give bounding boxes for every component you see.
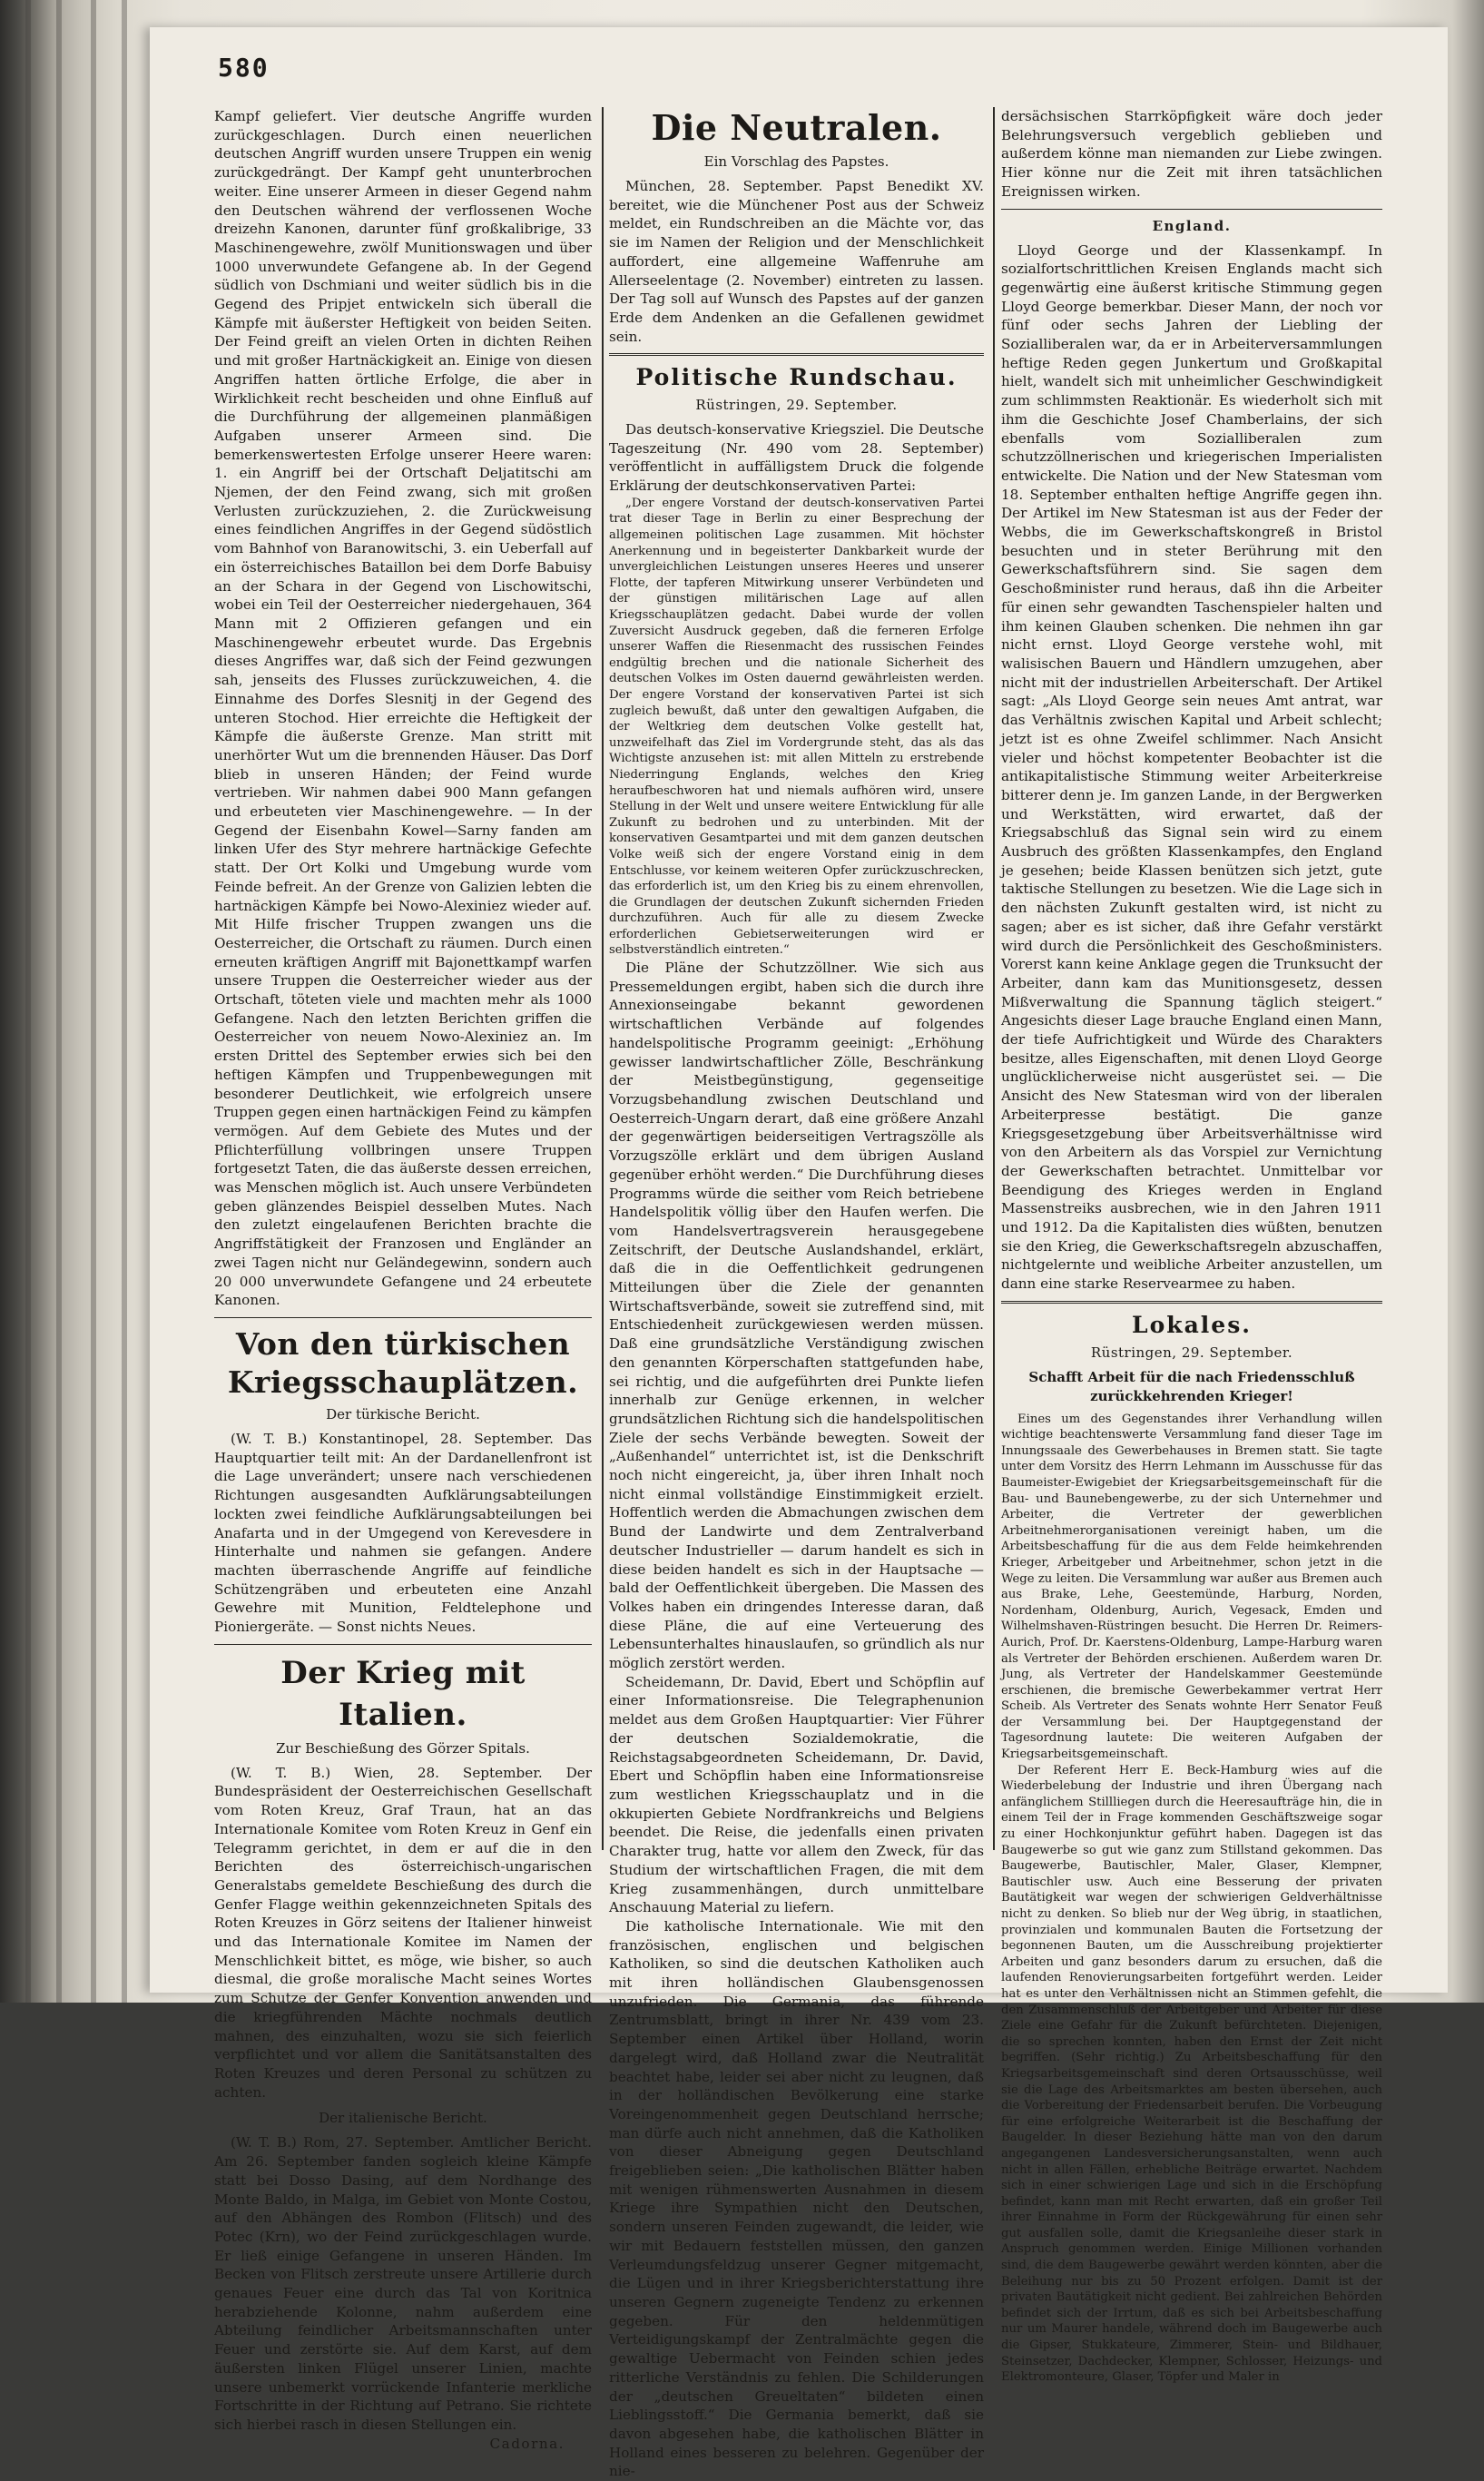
- kriegsziel-declaration: „Der engere Vorstand der deutsch-konservativen Partei trat dieser Tage in Berlin zu einer Besprechung der allgemeinen politischen Lage zusammen. Mit höchster Anerkennung und in begeisterter Dankbarkeit wurde der unvergleichlichen Leistungen unseres Heeres und unserer Flotte, der tapferen Mitwirkung unserer Verbündeten und der günstigen militärischen Lage auf allen Kriegsschauplätzen gedacht. Dabei wurde der vollen Zuversicht Ausdruck gegeben, daß die ferneren Erfolge unserer Waffen die Riesenmacht des russischen Feindes endgültig brechen und die nationale Sicherheit des deutschen Volkes im Osten dauernd gewährleisten werden. Der engere Vorstand der konservativen Partei ist sich zugleich bewußt, daß unter den gewaltigen Aufgaben, die der Weltkrieg dem deutschen Volke gestellt hat, unzweifelhaft das Ziel im Vordergrunde steht, das als das Wichtigste anzusehen ist: mit allen Mitteln zu erstrebende Niederringung Englands, welches den Krieg heraufbeschworen hat und niemals aufhören wird, unsere Stellung in der Welt und unsere weitere Entwicklung für alle Zukunft zu bedrohen und zu unterbinden. Mit der konservativen Gesamtpartei und mit dem ganzen deutschen Volke weiß sich der engere Vorstand einig in dem Entschlusse, vor keinem weiteren Opfer zurückzuschrecken, das erforderlich ist, um den Krieg bis zu einem ehrenvollen, die Grundlagen der deutschen Zukunft sichernden Frieden durchzuführen. Auch für alle zu diesem Zwecke erforderlichen Gebietserweiterungen wird er selbstverständlich eintreten.“: [609, 496, 984, 958]
- lokales-subhead: Schafft Arbeit für die nach Friedensschluß zurückkehrenden Krieger!: [1028, 1368, 1355, 1404]
- lloyd-george-report: Lloyd George und der Klassenkampf. In sozialfortschrittlichen Kreisen Englands macht sich gegenwärtig eine äußerst kritische Stimmung gegen Lloyd George bemerkbar. Dieser Mann, der noch vor fünf oder sechs Jahren der Liebling der Sozialliberalen war, da er in Arbeiterversammlungen heftige Reden gegen Junkertum und Großkapital hielt, wandelt sich mit unheimlicher Geschwindigkeit zum schlimmsten Reaktionär. Es wiederholt sich mit ihm die Geschichte Josef Chamberlains, der sich ebenfalls vom Sozialliberalen zum schutzzöllnerischen und kriegerischen Imperialisten entwickelte. Die Nation und der New Statesman vom 18. September enthalten heftige Angriffe gegen ihn. Der Artikel im New Statesman ist aus der Feder der Webbs, die im Gewerkschaftskongreß in Bristol besuchten und in steter Berührung mit den Gewerkschaftsführern sind. Sie sagen dem Geschoßminister rund heraus, daß ihn die Arbeiter für einen sehr gewandten Taschenspieler halten und ihm keinen Glauben schenken. Die nehmen ihn gar nicht ernst. Lloyd George verstehe wohl, mit walisischen Bauern und Händlern umzugehen, aber nicht mit der industriellen Arbeiterschaft. Der Artikel sagt: „Als Lloyd George sein neues Amt antrat, war das Verhältnis zwischen Kapital und Arbeit schlecht; jetzt ist es ohne Zweifel schlimmer. Nach Ansicht vieler und höchst kompetenter Beobachter ist die antikapitalistische Stimmung weiter Arbeiterkreise bitterer denn je. Im ganzen Lande, in der Bergwerken und Werkstätten, wird erwartet, daß der Kriegsabschluß das Signal sein wird zu einem Ausbruch des größten Klassenkampfes, den England je gesehen; beide Klassen benützen sich jetzt, gute taktische Stellungen zu besetzen. Wie die Lage sich in den nächsten Zukunft gestalten wird, ist nicht zu sagen; aber es ist sicher, daß ihre Gefahr verstärkt wird durch die Persönlichkeit des Geschoßministers. Vorerst kann keine Anklage gegen die Trunksucht der Arbeiter, dann kam das Munitionsgesetz, dessen Mißverwaltung die Spannung täglich steigert.“ Angesichts dieser Lage brauche England einen Mann, der tiefe Aufrichtigkeit und Würde des Charakters besitze, alles Eigenschaften, mit denen Lloyd George unglücklicherweise nicht ausgerüstet sei. — Die Ansicht des New Statesman wird von der liberalen Arbeiterpresse bestätigt. Die ganze Kriegsgesetzgebung über Arbeitsverhältnisse wird von den Arbeitern als das Vorspiel zur Vernichtung der Gewerkschaften betrachtet. Unmittelbar vor Beendigung des Krieges werden in England Massenstreiks ausbrechen, wie in den Jahren 1911 und 1912. Da die Kapitalisten dies wüßten, benutzen sie den Krieg, die Gewerkschaftsregeln abzuschaffen, nichtgelernte und weibliche Arbeiter anzustellen, um dann eine starke Reservearmee zu haben.: [1001, 241, 1382, 1293]
- neutral-subhead: Ein Vorschlag des Papstes.: [703, 153, 889, 170]
- column-2: [609, 107, 984, 2481]
- kriegsziel-intro: Das deutsch-konservative Kriegsziel. Die Deutsche Tageszeitung (Nr. 490 vom 28. September) veröffentlicht in auffälligstem Druck die folgende Erklärung der deutschkonservativen Partei:: [609, 421, 984, 495]
- signature-cadorna: Cadorna.: [489, 2435, 565, 2452]
- goerz-hospital-report: (W. T. B.) Wien, 28. September. Der Bundespräsident der Oesterreichischen Gesellschaft vom Roten Kreuz, Graf Traun, hat an das Internationale Komitee vom Roten Kreuz in Genf ein Telegramm gerichtet, in dem er auf die in den Berichten des österreichisch-ungarischen Generalstabs gemeldete Beschießung des durch die Genfer Flagge weithin gekennzeichneten Spitals des Roten Kreuzes in Görz seitens der Italiener hinweist und das Internationale Komitee im Namen der Menschlichkeit bittet, es möge, wie bisher, so auch diesmal, die große moralische Macht seines Wortes zum Schutze der Genfer Konvention anwenden und die kriegführenden Mächte nochmals deutlich mahnen, des einzuhalten, wozu sie sich feierlich verpflichtet und vor allem die Sanitätsanstalten des Roten Kreuzes und deren Personal zu schützen zu achten.: [214, 1764, 592, 2101]
- rundschau-dateline: Rüstringen, 29. September.: [695, 397, 898, 414]
- section-divider: [1001, 1301, 1382, 1304]
- bremen-meeting-report: Eines um des Gegenstandes ihrer Verhandlung willen wichtige beachtenswerte Versammlung fand dieser Tage im Innungssaale des Gewerbehauses in Bremen statt. Sie tagte unter dem Vorsitz des Herrn Lehmann im Ausschusse für das Baumeister-Ewigebiet der Kriegsarbeitsgemeinschaft für die Bau- und Baunebengewerbe, zu der sich Unternehmer und Arbeiter, die Vertreter der gewerblichen Arbeitnehmerorganisationen vereinigt haben, um die Arbeitsbeschaffung für die aus dem Felde heimkehrenden Krieger, Arbeitgeber und Arbeitnehmer, schon jetzt in die Wege zu leiten. Die Versammlung war außer aus Bremen auch aus Brake, Lehe, Geestemünde, Harburg, Norden, Nordenham, Oldenburg, Aurich, Vegesack, Emden und Wilhelmshaven-Rüstringen besucht. Die Herren Dr. Reimers-Aurich, Prof. Dr. Kaerstens-Oldenburg, Lampe-Harburg waren als Vertreter der Behörden erschienen. Außerdem waren Dr. Jung, als Vertreter der Handelskammer Geestemünde erschienen, die bremische Gewerbekammer vertrat Herr Scheib. Als Vertreter des Senats wohnte Herr Senator Feuß der Versammlung bei. Der Hauptgegenstand der Tagesordnung lautete: Die weiteren Aufgaben der Kriegsarbeitsgemeinschaft.: [1001, 1412, 1382, 1762]
- page-number: 580: [218, 53, 270, 83]
- schutzzoellner-report: Die Pläne der Schutzzöllner. Wie sich aus Pressemeldungen ergibt, haben sich die durch ihre Annexionseingabe bekannt gewordenen wirtschaftlichen Verbände auf folgendes handelspolitische Programm geeinigt: „Erhöhung gewisser landwirtschaftlicher Zölle, Beschränkung der Meistbegünstigung, gegenseitige Vorzugsbehandlung zwischen Deutschland und Oesterreich-Ungarn derart, daß eine größere Anzahl der gegenwärtigen beiderseitigen Vertragszölle als Vorzugszölle erklärt und dem übrigen Ausland gegenüber erhöht werden.“ Die Durchführung dieses Programms würde die seither vom Reich betriebene Handelspolitik völlig über den Haufen werfen. Die vom Handelsvertragsverein herausgegebene Zeitschrift, der Deutsche Auslandshandel, erklärt, daß die in die Oeffentlichkeit gedrungenen Mitteilungen über die Ziele der genannten Wirtschaftsverbände, soweit sie zutreffend sind, mit Entschiedenheit zurückgewiesen werden müssen. Daß eine grundsätzliche Verständigung zwischen den genannten Körperschaften stattgefunden habe, sei richtig, und die aufgeführten drei Punkte liefen innerhalb zur Genüge erkennen, in welcher grundsätzlichen Richtung sich die handelspolitischen Ziele der sechs Verbände bewegten. Soweit der „Außenhandel“ unterrichtet ist, ist die Denkschrift noch nicht eingereicht, ja, über ihren Inhalt noch nicht einmal vollständige Einstimmigkeit erzielt. Hoffentlich werden die Abmachungen zwischen dem Bund der Landwirte und dem Zentralverband deutscher Industrieller — darum handelt es sich in diese beiden handelt es sich in der Hauptsache — bald der Oeffentlichkeit übergeben. Die Massen des Volkes haben ein dringendes Interesse daran, daß diese Pläne, die auf eine Verteuerung des Lebensunterhaltes hinauslaufen, so gründlich als nur möglich zerstört werden.: [609, 960, 984, 1672]
- column-3: [1001, 107, 1382, 2386]
- book-edge: [122, 0, 127, 2003]
- rundschau-headline: Politische Rundschau.: [635, 364, 958, 391]
- turkish-headline: Von den türkischen Kriegsschauplätzen.: [227, 1326, 579, 1400]
- section-divider: [1001, 209, 1382, 210]
- continued-war-report: Kampf geliefert. Vier deutsche Angriffe wurden zurückgeschlagen. Durch einen neuerlichen deutschen Angriff wurden unsere Truppen ein wenig zurückgedrängt. Der Kampf geht ununterbrochen weiter. Eine unserer Armeen in dieser Gegend nahm den Deutschen während der verflossenen Woche dreizehn Kanonen, darunter fünf großkalibrige, 33 Maschinengewehre, zwölf Munitionswagen und über 1000 unverwundete Gefangene ab. In der Gegend südlich von Dschmiani und weiter südlich bis in die Gegend des Pripjet entwickeln sich überall die Kämpfe mit äußerster Heftigkeit von beiden Seiten. Der Feind greift an vielen Orten in dichten Reihen und mit großer Hartnäckigkeit an. Einige von diesen Angriffen hatten örtliche Erfolge, die aber in Wirklichkeit recht bescheiden und ohne Einfluß auf die Durchführung der allgemeinen planmäßigen Aufgaben unserer Armeen sind. Die bemerkenswertesten Erfolge unserer Heere waren: 1. ein Angriff bei der Ortschaft Deljatitschi am Njemen, der den Feind zwang, sich mit großen Verlusten zurückzuziehen, 2. die Zurückweisung eines feindlichen Angriffes in der Gegend südöstlich vom Bahnhof von Baranowitschi, 3. ein Ueberfall auf ein österreichisches Bataillon bei dem Dorfe Babuisy an der Schara in der Gegend von Lischowitschi, wobei ein Teil der Oesterreicher niedergehauen, 364 Mann mit 2 Offizieren gefangen und ein Maschinengewehr erbeutet wurde. Das Ergebnis dieses Angriffes war, daß sich der Feind gezwungen sah, jenseits des Flusses zurückzuweichen, 4. die Einnahme des Dorfes Slesnitj in der Gegend des unteren Stochod. Hier erreichte die Heftigkeit der Kämpfe die äußerste Grenze. Man stritt mit unerhörter Wut um die brennenden Häuser. Das Dorf blieb in unseren Händen; der Feind wurde vertrieben. Wir nahmen dabei 900 Mann gefangen und erbeuteten vier Maschinengewehre. — In der Gegend der Eisenbahn Kowel—Sarny fanden am linken Ufer des Styr mehrere hartnäckige Gefechte statt. Der Ort Kolki und Umgebung wurde vom Feinde befreit. An der Grenze von Galizien lebten die hartnäckigen Kämpfe bei Nowo-Alexiniez wieder auf. Mit Hilfe frischer Truppen zwangen uns die Oesterreicher, die Ortschaft zu räumen. Durch einen erneuten kräftigen Angriff mit Bajonettkampf warfen unsere Truppen die Oesterreicher wieder aus der Ortschaft, töteten viele und machten mehr als 1000 Gefangene. Nach den letzten Berichten griffen die Oesterreicher von neuem Nowo-Alexiniez an. Im ersten Drittel des September erwies sich bei den heftigen Kämpfen und Truppenbewegungen mit besonderer Deutlichkeit, wie erfolgreich unsere Truppen gegen einen hartnäckigen Feind zu kämpfen vermögen. Auf dem Gebiete des Mutes und der Pflichterfüllung vollbringen unsere Truppen fortgesetzt Taten, die das äußerste dessen erreichen, was Menschen möglich ist. Auch unsere Verbündeten geben glänzendes Beispiel desselben Mutes. Nach den zuletzt eingelaufenen Berichten brachte die Angriffstätigkeit der Franzosen und Engländer an zwei Tagen nicht nur Geländegewinn, sondern auch 20 000 unverwundete Gefangene und 24 erbeutete Kanonen.: [214, 108, 592, 1309]
- turkish-report: (W. T. B.) Konstantinopel, 28. September. Das Hauptquartier teilt mit: An der Dardanellenfront ist die Lage unverändert; unsere nach verschiedenen Richtungen ausgesandten Aufklärungsabteilungen lockten zwei feindliche Aufklärungsabteilungen bei Anafarta und in der Umgegend von Kerevesdere in Hinterhalte und nahmen sie gefangen. Andere machten überraschende Angriffe auf feindliche Schützengräben und erbeuteten eine Anzahl Gewehre mit Munition, Feldtelephone und Pioniergeräte. — Sonst nichts Neues.: [214, 1431, 592, 1636]
- pope-proposal-report: München, 28. September. Papst Benedikt XV. bereitet, wie die Münchener Post aus der Schweiz meldet, ein Rundschreiben an die Mächte vor, das sie im Namen der Religion und der Menschlichkeit auffordert, eine allgemeine Waffenruhe am Allerseelentage (2. November) eintreten zu lassen. Der Tag soll auf Wunsch des Papstes auf der ganzen Erde dem Andenken an die Gefallenen gewidmet sein.: [609, 178, 984, 345]
- italy-subhead: Zur Beschießung des Görzer Spitals.: [276, 1739, 530, 1757]
- section-divider: [214, 1644, 592, 1645]
- book-edge: [91, 0, 96, 2003]
- book-edge: [25, 0, 31, 2003]
- column-rule: [602, 107, 604, 1850]
- italian-report: (W. T. B.) Rom, 27. September. Amtlicher Bericht. Am 26. September fanden sogleich kleine Kämpfe statt bei Dosso Dasing, auf dem Nordhange des Monte Baldo, in Malga, im Gebiet von Monte Costou, auf den Abhängen des Rombon (Flitsch) und des Potec (Krn), wo der Feind zurückgeschlagen wurde. Er ließ einige Gefangene in unseren Händen. Im Becken von Flitsch zerstreute unsere Artillerie durch genaues Feuer eine durch das Tal von Koritnica herabziehende Kolonne, nahm außerdem eine Abteilung feindlicher Arbeitsmannschaften unter Feuer und zerstörte sie. Auf dem Karst, auf dem äußersten linken Flügel unserer Linien, machte unsere unbemerkt vorrückende Infanterie merkliche Fortschritte in der Richtung auf Petrano. Sie richtete sich hierbei rasch in diesen Stellungen ein.: [214, 2134, 592, 2433]
- italy-headline: Der Krieg mit Italien.: [280, 1654, 526, 1733]
- section-divider: [609, 353, 984, 356]
- column-rule: [993, 107, 995, 1850]
- england-headline: England.: [1152, 217, 1232, 234]
- referent-beck-report: Der Referent Herr E. Beck-Hamburg wies auf die Wiederbelebung der Industrie und ihren Übergang nach anfänglichem Stillliegen durch die Heeresaufträge hin, die in einem Teil der in Frage kommenden Geschäftszweige sogar zu einer Hochkonjunktur geführt haben. Dagegen ist das Baugewerbe so gut wie ganz zum Stillstand gekommen. Das Baugewerbe, Bautischler, Maler, Glaser, Klempner, Bautischler usw. Auch eine Besserung der privaten Bautätigkeit war wegen der schwierigen Geldverhältnisse nicht zu denken. So blieb nur der Weg übrig, in staatlichen, provinzialen und kommunalen Bauten die Fortsetzung der begonnenen Bauten, um die Ausschreibung projektierter Arbeiten und ganz besonders darum zu ersuchen, daß die laufenden Renovierungsarbeiten fortgeführt werden. Leider hat es unter den Verhältnissen nicht an Stimmen gefehlt, die den Zusammenschluß der Arbeitgeber und Arbeiter für diese Ziele eine Gefahr für die Zukunft befürchteten. Diejenigen, die so sprechen konnten, haben den Ernst der Zeit nicht begriffen. (Sehr richtig.) Zu Arbeitsbeschaffung für den Kriegsarbeitsgemeinschaft sind deren Ortsausschüsse, weil sie die Lage des Arbeitsmarktes am besten übersehen, auch die Vorbereitung der Friedensarbeit berufen. Die Vorbeugung für eine erfolgreiche Weiterarbeit ist die Beschaffung der Baugelder. In dieser Beziehung hätte man von den darum angegangenen Landesversicherungsanstalten, wenn auch nicht in allen Fällen, erhebliche Beiträge erwartet. Nachdem sich in einer schwierigen Lage und sich in die Erschöpfung befindet, kann man mit Recht erwarten, daß ein großer Teil ihrer Einnahme in Form der Rückgewährung für einen sehr gut ausfallen solle, damit die Kriegsanleihe dieser stark in Anspruch genommen werden. Einige Millionen vorhanden sind, die dem Baugewerbe gewährt werden könnten, aber die Beleihung nur bis zu 50 Prozent erfolgen. Damit ist der privaten Bautätigkeit nicht gedient. Bei zahlreichen Behörden befindet sich der Irrtum, daß es sich bei Arbeitsbeschaffung nur um Maurer handele, während doch im Baugewerbe auch die Gipser, Stukkateure, Zimmerer, Stein- und Bildhauer, Steinsetzer, Dachdecker, Klempner, Schlosser, Heizungs- und Elektromonteure, Glaser, Töpfer und Maler in: [1001, 1763, 1382, 2385]
- turkish-subhead: Der türkische Bericht.: [326, 1406, 480, 1423]
- italian-report-subhead: Der italienische Bericht.: [319, 2110, 487, 2127]
- book-edge: [56, 0, 62, 2003]
- lokales-dateline: Rüstringen, 29. September.: [1090, 1344, 1293, 1361]
- continued-germania-report: dersächsischen Starrköpfigkeit wäre doch jeder Belehrungsversuch vergeblich geblieben und außerdem könne man niemanden zur Liebe zwingen. Hier könne nur die Zeit mit ihren tatsächlichen Ereignissen wirken.: [1001, 108, 1382, 200]
- column-1: [214, 107, 592, 2453]
- scheidemann-report: Scheidemann, Dr. David, Ebert und Schöpflin auf einer Informationsreise. Die Telegraphenunion meldet aus dem Großen Hauptquartier: Vier Führer der deutschen Sozialdemokratie, die Reichstagsabgeordneten Scheidemann, Dr. David, Ebert und Schöpflin haben eine Informationsreise zum westlichen Kriegsschauplatz und in die okkupierten Gebiete Nordfrankreichs und Belgiens beendet. Die Reise, die jedenfalls einen privaten Charakter trug, hatte vor allem den Zweck, für das Studium der wirtschaftlichen Fragen, die mit dem Krieg zusammenhängen, durch unmittelbare Anschauung Material zu liefern.: [609, 1673, 984, 1916]
- section-divider: [214, 1317, 592, 1318]
- neutral-headline: Die Neutralen.: [651, 107, 942, 148]
- lokales-headline: Lokales.: [1132, 1311, 1252, 1338]
- katholische-internationale-report: Die katholische Internationale. Wie mit den französischen, englischen und belgischen Katholiken, so sind die deutschen Katholiken auch mit ihren holländischen Glaubensgenossen unzufrieden. Die Germania, das führende Zentrumsblatt, bringt in ihrer Nr. 439 vom 23. September einen Artikel über Holland, worin dargelegt wird, daß Holland zwar die Neutralität beachtet habe, leider sei aber nicht zu leugnen, daß in der holländischen Bevölkerung eine starke Voreingenommenheit gegen Deutschland herrsche; man dürfe auch nicht annehmen, daß die Katholiken von dieser Abneigung gegen Deutschland freigeblieben seien: „Die katholischen Blätter haben mit wenigen rühmenswerten Ausnahmen in diesem Kriege ihre Sympathien nicht den Deutschen, sondern unseren Feinden zugewandt, die leider, wie wir mit Bedauern feststellen müssen, den ganzen Verleumdungsfeldzug unserer Gegner mitgemacht, die Lügen und in ihrer Kriegsberichterstattung ihre unseren Gegnern zugeneigte Tendenz zu erkennen gegeben. Für den heldenmütigen Verteidigungskampf der Zentralmächte gegen die gewaltige Uebermacht von Feinden schien jedes ritterliche Verständnis zu fehlen. Die Schilderungen der „deutschen Greueltaten“ bildeten einen Lieblingsstoff.“ Die Germania bemerkt, daß sie davon abgesehen habe, die katholischen Blätter in Holland eines besseren zu belehren. Gegenüber der nie-: [609, 1917, 984, 2480]
